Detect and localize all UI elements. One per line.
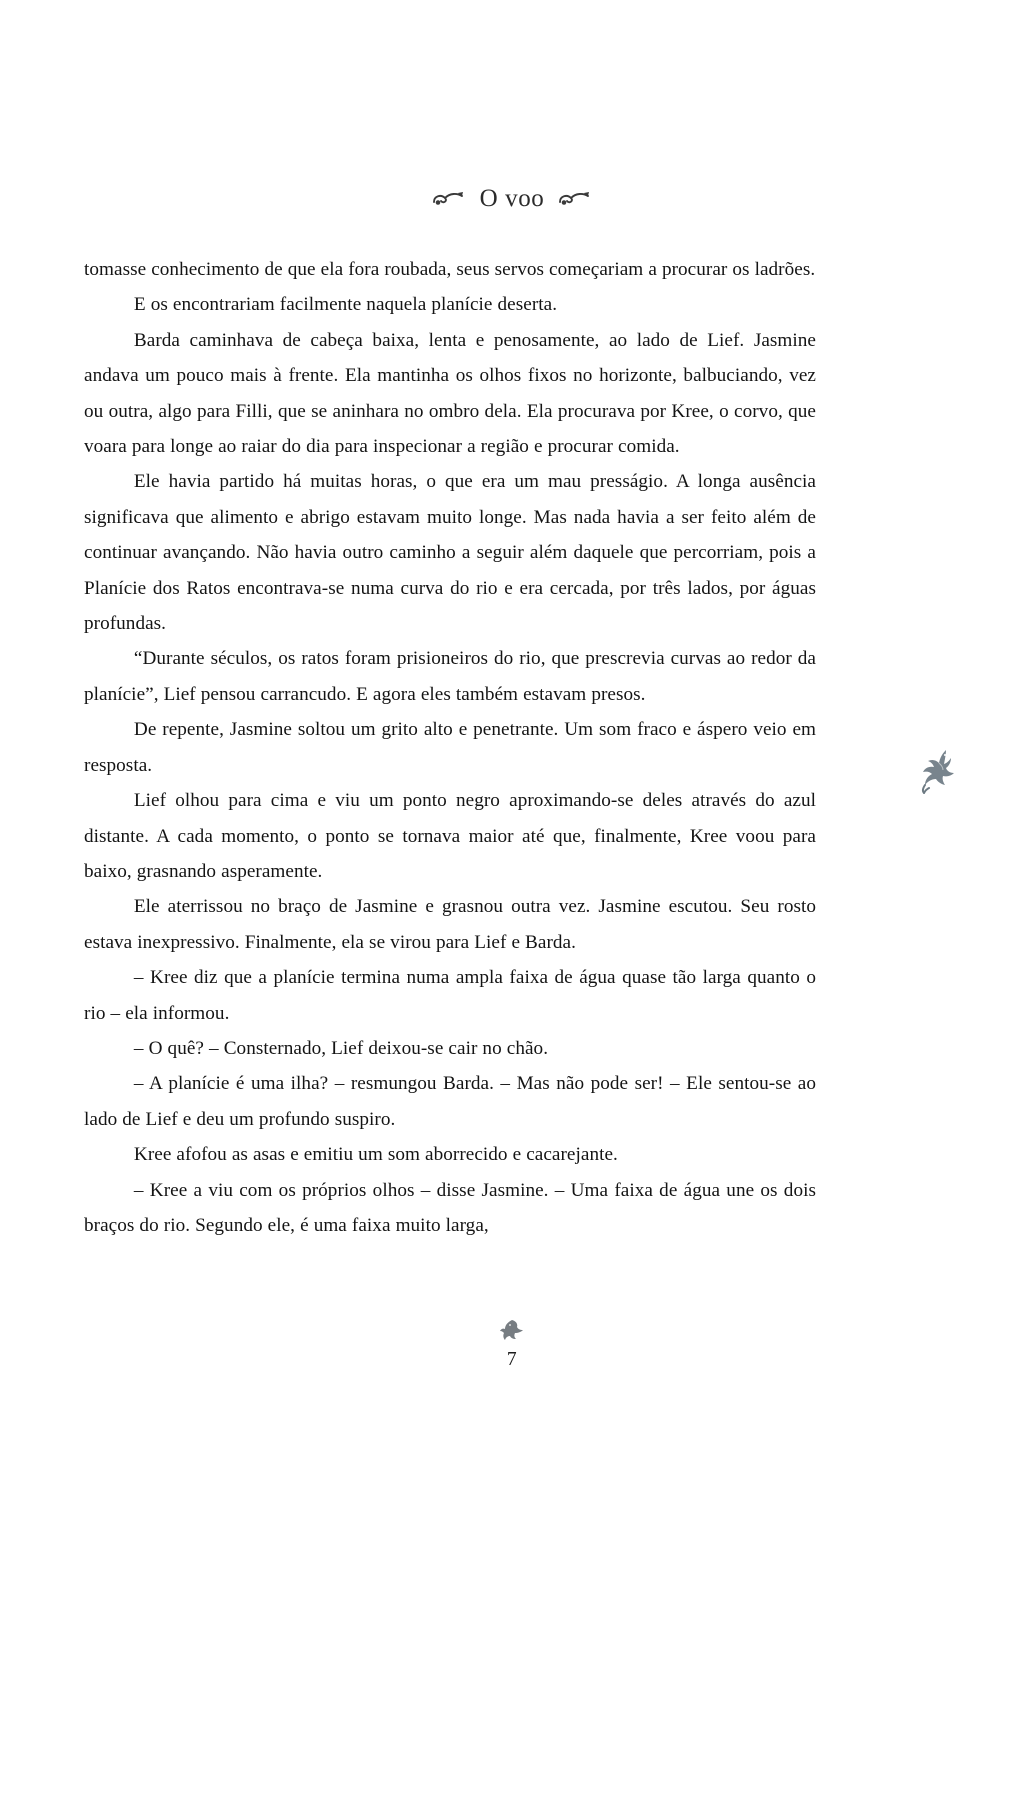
page-number: 7 xyxy=(506,1349,518,1370)
dragon-icon xyxy=(916,746,960,794)
paragraph: Lief olhou para cima e viu um ponto negro aproximando-se deles através do azul distante. A cada momento, o ponto se tornava maior até que, finalmente, Kree voou para baixo, grasnando asperamente. xyxy=(84,790,816,882)
paragraph: – O quê? – Consternado, Lief deixou-se cair no chão. xyxy=(133,1037,549,1059)
paragraph: Kree afofou as asas e emitiu um som aborrecido e cacarejante. xyxy=(133,1144,618,1166)
swash-flourish-right-icon xyxy=(558,189,592,209)
paragraph: tomasse conhecimento de que ela fora roubada, seus servos começariam a procurar os ladrões. xyxy=(84,259,816,280)
paragraph: – Kree a viu com os próprios olhos – disse Jasmine. – Uma faixa de água une os dois braços do rio. Segundo ele, é uma faixa muito larga, xyxy=(84,1179,816,1236)
paragraph: E os encontrariam facilmente naquela planície deserta. xyxy=(133,294,558,316)
paragraph: – A planície é uma ilha? – resmungou Barda. – Mas não pode ser! – Ele sentou-se ao lado de Lief e deu um profundo suspiro. xyxy=(84,1073,816,1130)
paragraph: Ele havia partido há muitas horas, o que era um mau presságio. A longa ausência significava que alimento e abrigo estavam muito longe. Mas nada havia a ser feito além de continuar avançando. Não havia outro caminho a seguir além daquele que percorriam, pois a Planície dos Ratos encontrava-se numa curva do rio e era cercada, por três lados, por águas profundas. xyxy=(84,471,816,635)
page-header-title: O voo xyxy=(479,185,545,212)
paragraph: Ele aterrissou no braço de Jasmine e grasnou outra vez. Jasmine escutou. Seu rosto estava inexpressivo. Finalmente, ela se virou para Lief e Barda. xyxy=(84,896,816,953)
paragraph: Barda caminhava de cabeça baixa, lenta e penosamente, ao lado de Lief. Jasmine andava um pouco mais à frente. Ela mantinha os olhos fixos no horizonte, balbuciando, vez ou outra, algo para Filli, que se aninhara no ombro dela. Ela procurava por Kree, o corvo, que voara para longe ao raiar do dia para inspecionar a região e procurar comida. xyxy=(84,329,816,458)
paragraph: De repente, Jasmine soltou um grito alto e penetrante. Um som fraco e áspero veio em resposta. xyxy=(84,719,816,776)
paragraph: – Kree diz que a planície termina numa ampla faixa de água quase tão larga quanto o rio – ela informou. xyxy=(84,967,816,1024)
swash-flourish-left-icon xyxy=(432,189,466,209)
page-footer xyxy=(0,1318,1024,1372)
small-dragon-ornament-icon xyxy=(499,1318,525,1342)
body-text-block xyxy=(84,252,816,1243)
paragraph: “Durante séculos, os ratos foram prisioneiros do rio, que prescrevia curvas ao redor da planície”, Lief pensou carrancudo. E agora eles também estavam presos. xyxy=(84,648,816,705)
page-header xyxy=(0,182,1024,216)
